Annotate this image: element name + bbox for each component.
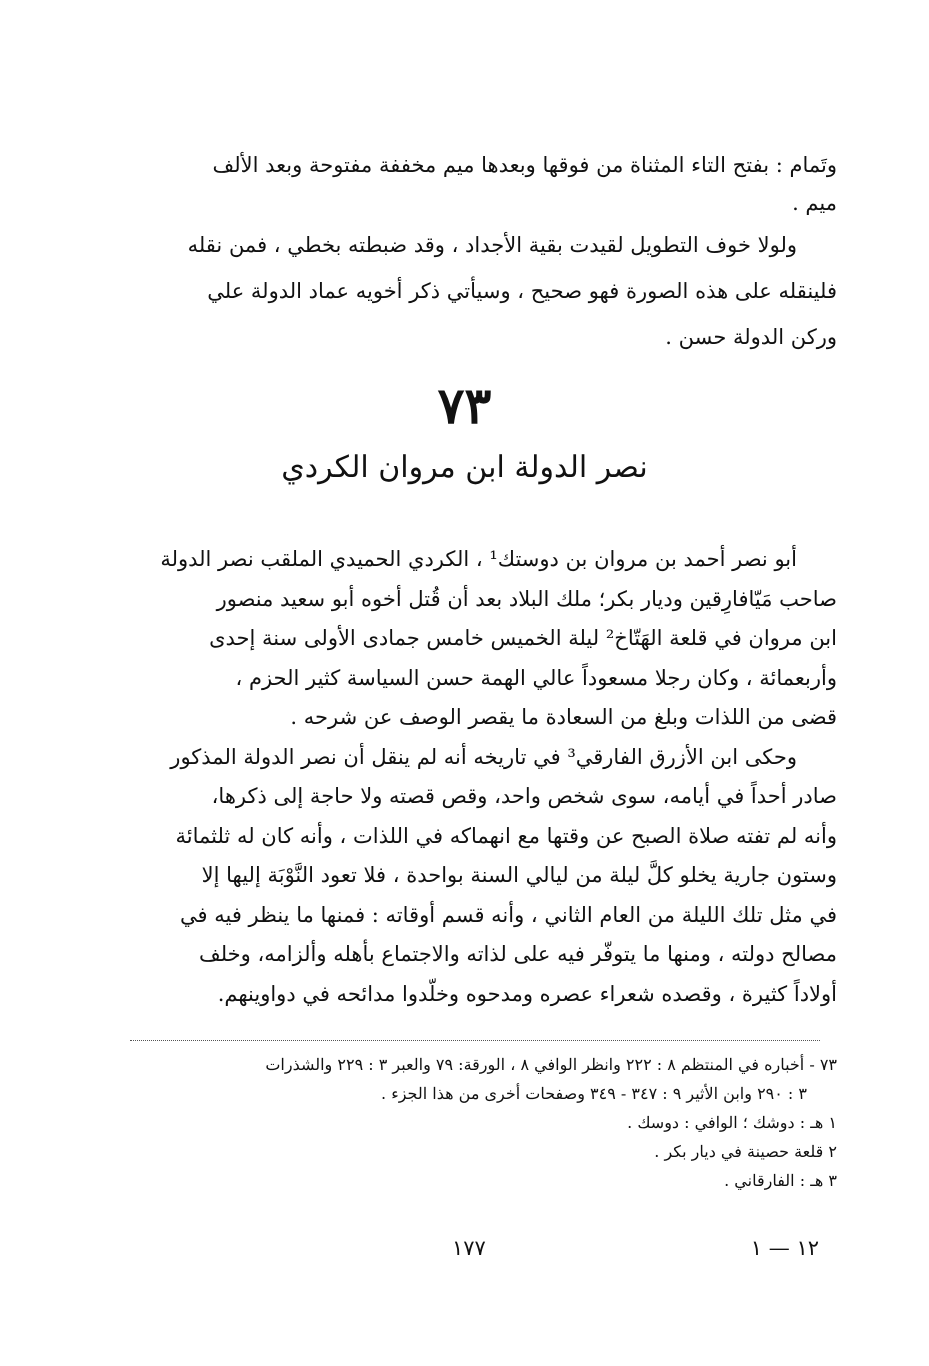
paragraph xyxy=(125,738,837,1015)
entry-title: نصر الدولة ابن مروان الكردي xyxy=(281,450,648,485)
footnote: ٣ هـ : الفارقاني . xyxy=(724,1171,837,1190)
footnote: ٢ قلعة حصينة في ديار بكر . xyxy=(654,1142,837,1161)
intro-line: وركن الدولة حسن . xyxy=(665,325,837,349)
text-line: صاحب مَيّافارِقين وديار بكر؛ ملك البلاد بعد أن قُتل أخوه أبو سعيد منصور xyxy=(216,586,837,611)
text-line: أولاداً كثيرة ، وقصده شعراء عصره ومدحوه وخلّدوا مدائحه في دواوينهم. xyxy=(217,981,837,1006)
intro-text xyxy=(125,142,837,360)
intro-line: فلينقله على هذه الصورة فهو صحيح ، وسيأتي ذكر أخويه عماد الدولة علي xyxy=(207,279,837,303)
footnote: ٣ : ٢٩٠ وابن الأثير ٩ : ٣٤٧ - ٣٤٩ وصفحات أخرى من هذا الجزء . xyxy=(381,1084,807,1103)
text-line: وأنه لم تفته صلاة الصبح عن وقتها مع انهماكه في اللذات ، وأنه كان له ثلثمائة xyxy=(175,823,837,848)
text-line: وحكى ابن الأزرق الفارقي³ في تاريخه أنه لم ينقل أن نصر الدولة المذكور xyxy=(170,744,797,769)
text-line: في مثل تلك الليلة من العام الثاني ، وأنه قسم أوقاته : فمنها ما ينظر فيه في xyxy=(180,902,837,927)
signature-mark: ١٢ — ١ xyxy=(750,1236,819,1260)
text-line: أبو نصر أحمد بن مروان بن دوستك¹ ، الكردي الحميدي الملقب نصر الدولة xyxy=(160,547,797,571)
intro-line: ميم . xyxy=(792,191,837,215)
page-number: ١٧٧ xyxy=(452,1236,486,1260)
text-line: مصالح دولته ، ومنها ما يتوفّر فيه على لذاته والاجتماع بأهله وألزامه، وخلف xyxy=(198,942,837,966)
text-line: وأربعمائة ، وكان رجلا مسعوداً عالي الهمة حسن السياسة كثير الحزم ، xyxy=(235,665,837,690)
footnote: ٧٣ - أخباره في المنتظم ٨ : ٢٢٢ وانظر الوافي ٨ ، الورقة: ٧٩ والعبر ٣ : ٢٢٩ والشذرات xyxy=(265,1055,837,1074)
text-line: ابن مروان في قلعة الهَتّاخ² ليلة الخميس خامس جمادى الأولى سنة إحدى xyxy=(209,626,837,650)
footnotes xyxy=(125,1050,837,1195)
footnote: ١ هـ : دوشك ؛ الوافي : دوسك . xyxy=(627,1113,837,1132)
text-line: قضى من اللذات وبلغ من السعادة ما يقصر الوصف عن شرحه . xyxy=(290,705,837,729)
text-line: وستون جارية يخلو كلَّ ليلة من ليالي السنة بواحدة ، فلا تعود النَّوْبَة إليها إلا xyxy=(201,863,837,887)
entry-number: ٧٣ xyxy=(437,376,492,435)
footnote-divider xyxy=(130,1040,820,1041)
text-line: صادر أحداً في أيامه، سوى شخص واحد، وقص قصته ولا حاجة إلى ذكرها، xyxy=(211,784,837,808)
biography-text xyxy=(125,540,837,1014)
page-footer xyxy=(0,1236,929,1266)
paragraph xyxy=(125,540,837,738)
intro-line: وتَمام : بفتح التاء المثناة من فوقها وبعدها ميم مخففة مفتوحة وبعد الألف xyxy=(212,153,837,177)
intro-line: ولولا خوف التطويل لقيدت بقية الأجداد ، وقد ضبطته بخطي ، فمن نقله xyxy=(187,233,797,257)
